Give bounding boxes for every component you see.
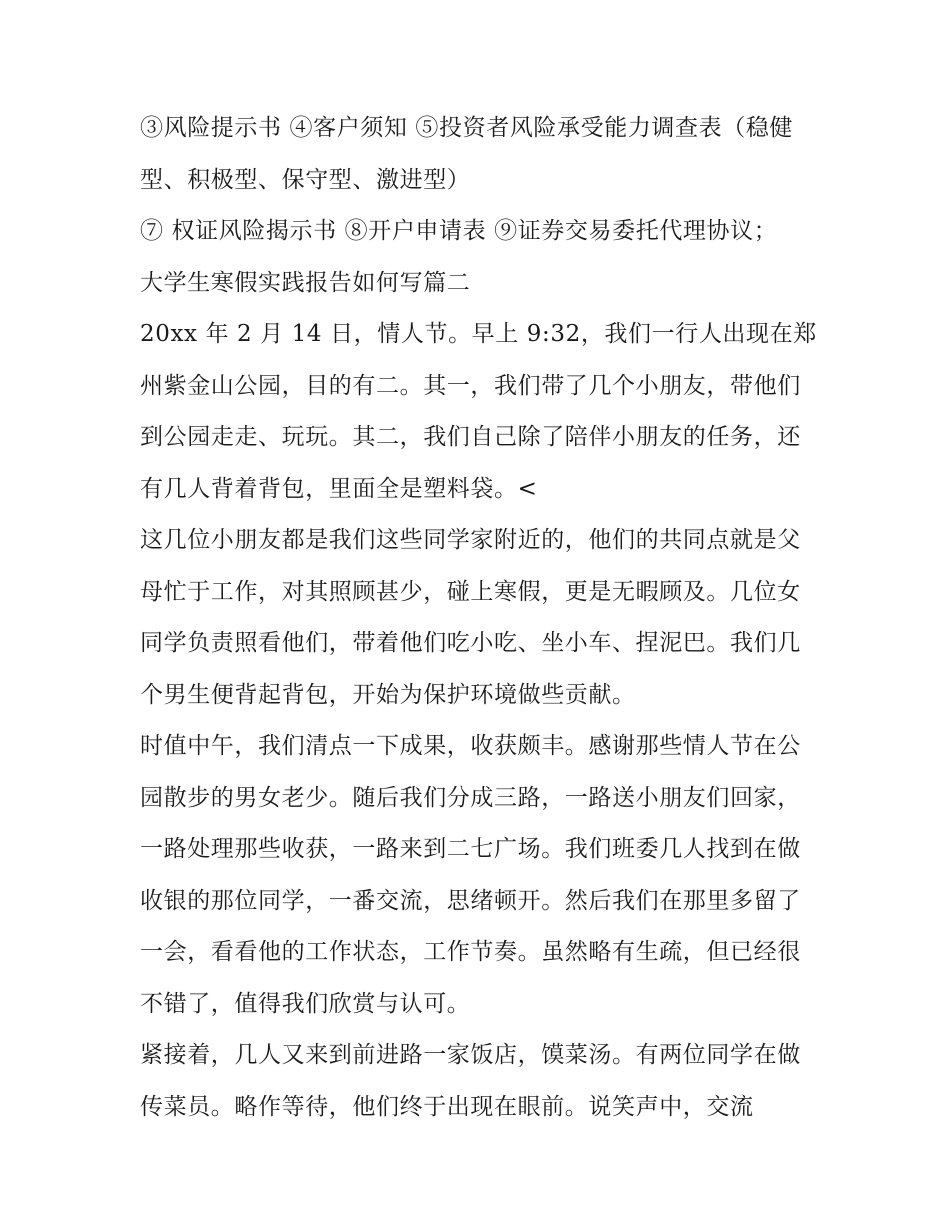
paragraph-noon: 时值中午，我们清点一下成果，收获颇丰。感谢那些情人节在公园散步的男女老少。随后我们分成三路，一路送小朋友们回家，一路处理那些收获，一路来到二七广场。我们班委几人找到在做收银的那位同学，一番交流，思绪顿开。然后我们在那里多留了一会，看看他的工作状态，工作节奏。虽然略有生疏，但已经很不错了，值得我们欣赏与认可。	[140, 733, 801, 1017]
document-body	[140, 103, 820, 1133]
paragraph-account-documents: ⑦ 权证风险揭示书 ⑧开户申请表 ⑨证券交易委托代理协议；	[140, 218, 778, 244]
paragraph-children: 这几位小朋友都是我们这些同学家附近的，他们的共同点就是父母忙于工作，对其照顾甚少，碰上寒假，更是无暇顾及。几位女同学负责照看他们，带着他们吃小吃、坐小车、捏泥巴。我们几个男生便背起背包，开始为保护环境做些贡献。	[140, 527, 801, 708]
paragraph-restaurant: 紧接着，几人又来到前进路一家饭店，馍菜汤。有两位同学在做传菜员。略作等待，他们终于出现在眼前。说笑声中，交流	[140, 1042, 801, 1120]
paragraph-park-visit: 20xx 年 2 月 14 日，情人节。早上 9:32，我们一行人出现在郑州紫金山公园，目的有二。其一，我们带了几个小朋友，带他们到公园走走、玩玩。其二，我们自己除了陪伴小朋友的任务，还有几人背着背包，里面全是塑料袋。<	[140, 321, 817, 502]
paragraph-risk-documents: ③风险提示书 ④客户须知 ⑤投资者风险承受能力调查表（稳健型、积极型、保守型、激进型）	[140, 115, 794, 193]
section-heading: 大学生寒假实践报告如何写篇二	[140, 269, 471, 296]
